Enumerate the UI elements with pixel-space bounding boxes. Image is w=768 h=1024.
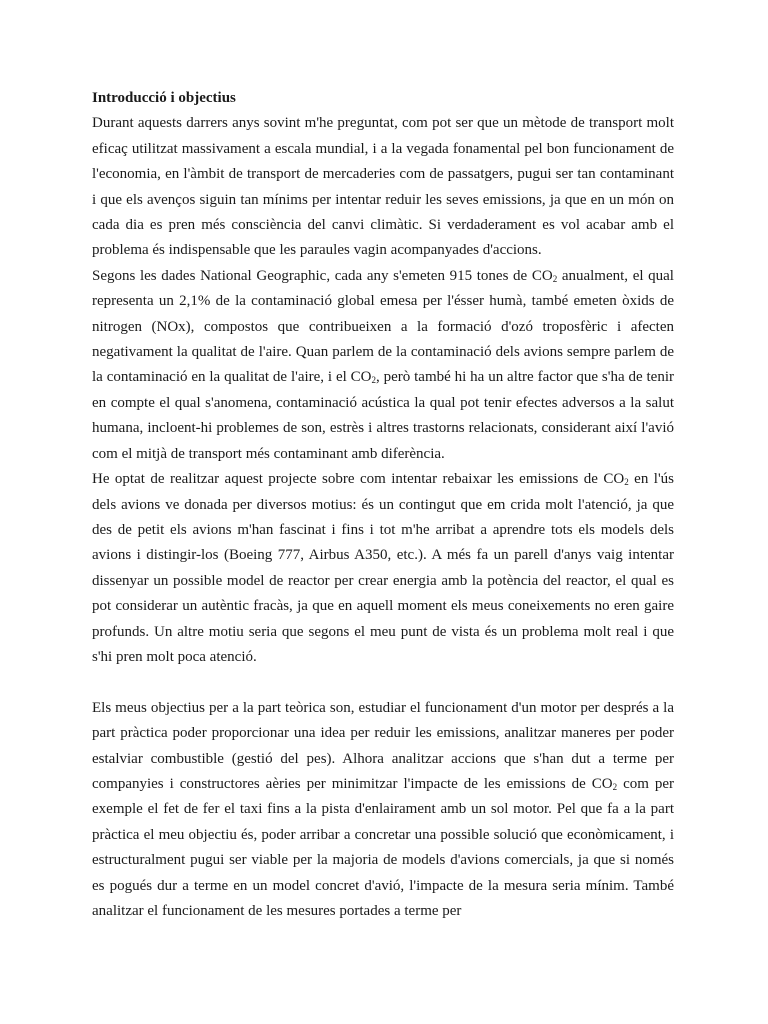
paragraph-intro: Durant aquests darrers anys sovint m'he preguntat, com pot ser que un mètode de transport molt eficaç utilitzat massivament a escala mundial, i a la vegada fonamental pel bon funcionament de l'economia, en l'àmbit de transport de mercaderies com de passatgers, pugui ser tan contaminant i que els avenços siguin tan mínims per intentar reduir les seves emissions, ja que en un món on cada dia es pren més consciència del canvi climàtic. Si verdaderament es vol acabar amb el problema és indispensable que les paraules vagin acompanyades d'accions. bbox=[92, 115, 674, 259]
paragraph-emissions-data bbox=[92, 264, 674, 467]
paragraph-objectives bbox=[92, 696, 674, 925]
subscript: 2 bbox=[371, 375, 376, 386]
paragraph-text: He optat de realitzar aquest projecte sobre com intentar rebaixar les emissions de CO bbox=[92, 471, 625, 488]
subscript: 2 bbox=[552, 273, 558, 284]
paragraph-spacer bbox=[92, 670, 674, 695]
paragraph-text: en l'ús dels avions ve donada per diversos motius: és un contingut que em crida molt l'atenció, ja que des de petit els avions m'han fascinat i fins i tot m'he arribat a aprendre tots els models dels avions i distingir-los (Boeing 777, Airbus A350, etc.). A més fa un parell d'anys vaig intentar dissenyar un possible model de reactor per crear energia amb la potència del reactor, el qual es pot considerar un autèntic fracàs, ja que en aquell moment els meus coneixements no eren gaire profunds. Un altre motiu seria que segons el meu punt de vista és un problema molt real i que s'hi pren molt poca atenció. bbox=[92, 471, 674, 665]
subscript: 2 bbox=[612, 781, 618, 792]
subscript: 2 bbox=[624, 477, 629, 488]
paragraph-text: anualment, el qual representa un 2,1% de la contaminació global emesa per l'ésser humà, també emeten òxids de nitrogen (NOx), compostos que contribueixen a la formació d'ozó troposfèric i afecten negativament la qualitat de l'aire. Quan parlem de la contaminació dels avions sempre parlem de la contaminació en la qualitat de l'aire, i el CO bbox=[92, 267, 674, 386]
section-heading: Introducció i objectius bbox=[92, 90, 236, 106]
paragraph-text: Els meus objectius per a la part teòrica son, estudiar el funcionament d'un motor per després a la part pràctica poder proporcionar una idea per reduir les emissions, analitzar maneres per poder estalviar combustible (gestió del pes). Alhora analitzar accions que s'han dut a terme per companyies i constructores aèries per minimitzar l'impacte de les emissions de CO bbox=[92, 699, 674, 792]
paragraph-text: Segons les dades National Geographic, cada any s'emeten 915 tones de CO bbox=[92, 267, 553, 284]
paragraph-text: , però també hi ha un altre factor que s'ha de tenir en compte el qual s'anomena, contaminació acústica la qual pot tenir efectes adversos a la salut humana, incloent-hi problemes de son, estrès i altres trastorns relacionats, considerant així l'avió com el mitjà de transport més contaminant amb diferència. bbox=[92, 369, 675, 462]
paragraph-motivation bbox=[92, 467, 674, 670]
document-page bbox=[92, 86, 674, 924]
paragraph-text: com per exemple el fet de fer el taxi fins a la pista d'enlairament amb un sol motor. Pel que fa a la part pràctica el meu objectiu és, poder arribar a concretar una possible solució que econòmicament, i estructuralment pugui ser viable per la majoria de models d'avions comercials, ja que si només es pogués dur a terme en un model concret d'avió, l'impacte de la mesura seria mínim. També analitzar el funcionament de les mesures portades a terme per bbox=[92, 775, 675, 919]
